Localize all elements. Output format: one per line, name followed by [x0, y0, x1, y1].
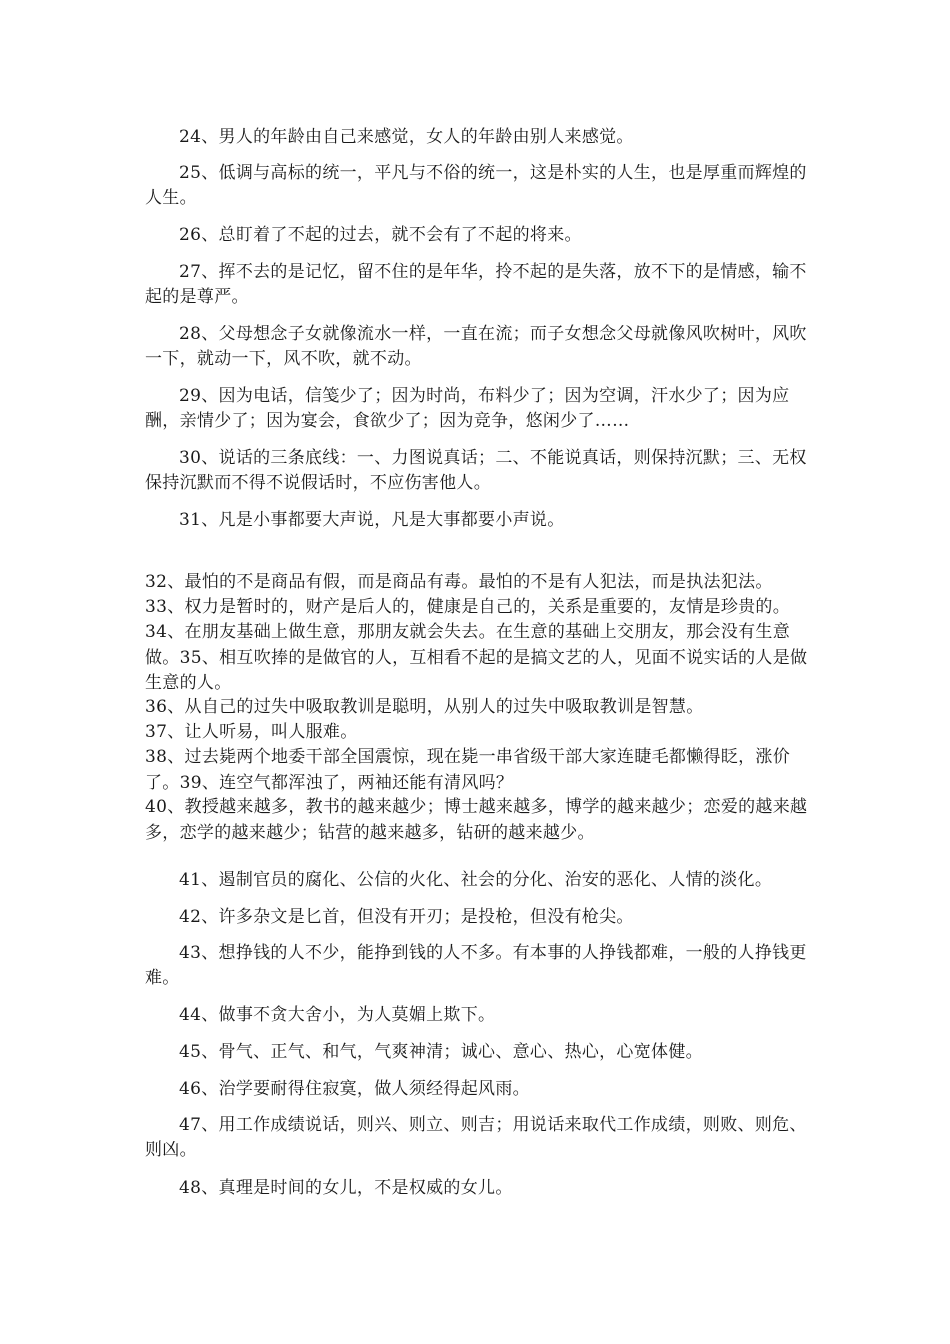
quote-47: 47、用工作成绩说话，则兴、则立、则吉；用说话来取代工作成绩，则败、则危、则凶。: [145, 1115, 807, 1160]
quote-25: 25、低调与高标的统一，平凡与不俗的统一，这是朴实的人生，也是厚重而辉煌的人生。: [145, 163, 807, 208]
quote-44: 44、做事不贪大舍小，为人莫媚上欺下。: [179, 1005, 496, 1025]
quote-32: 32、最怕的不是商品有假，而是商品有毒。最怕的不是有人犯法，而是执法犯法。: [145, 572, 773, 592]
quote-45: 45、骨气、正气、和气，气爽神清；诚心、意心、热心，心宽体健。: [179, 1042, 703, 1062]
quote-24: 24、男人的年龄由自己来感觉，女人的年龄由别人来感觉。: [179, 127, 634, 147]
quote-48: 48、真理是时间的女儿，不是权威的女儿。: [179, 1178, 513, 1198]
quote-34-35: 34、在朋友基础上做生意，那朋友就会失去。在生意的基础上交朋友，那会没有生意做。35、相互吹捧的是做官的人，互相看不起的是搞文艺的人，见面不说实话的人是做生意的人。: [145, 622, 808, 693]
quote-33: 33、权力是暂时的，财产是后人的，健康是自己的，关系是重要的，友情是珍贵的。: [145, 597, 791, 617]
quote-26: 26、总盯着了不起的过去，就不会有了不起的将来。: [179, 225, 582, 245]
quote-29: 29、因为电话，信笺少了；因为时尚，布料少了；因为空调，汗水少了；因为应酬，亲情少了；因为宴会，食欲少了；因为竞争，悠闲少了……: [145, 386, 790, 431]
quote-38-39: 38、过去毙两个地委干部全国震惊，现在毙一串省级干部大家连睫毛都懒得眨，涨价了。39、连空气都浑浊了，两袖还能有清风吗？: [145, 747, 791, 793]
quote-37: 37、让人听易，叫人服难。: [145, 722, 358, 742]
quote-31: 31、凡是小事都要大声说，凡是大事都要小声说。: [179, 510, 565, 530]
quote-27: 27、挥不去的是记忆，留不住的是年华，拎不起的是失落，放不下的是情感，输不起的是尊严。: [145, 262, 807, 307]
quote-30: 30、说话的三条底线：一、力图说真话；二、不能说真话，则保持沉默；三、无权保持沉默而不得不说假话时，不应伤害他人。: [145, 448, 807, 493]
quote-36: 36、从自己的过失中吸取教训是聪明，从别人的过失中吸取教训是智慧。: [145, 697, 704, 717]
quote-41: 41、遏制官员的腐化、公信的火化、社会的分化、治安的恶化、人情的淡化。: [179, 870, 773, 890]
quote-43: 43、想挣钱的人不少，能挣到钱的人不多。有本事的人挣钱都难，一般的人挣钱更难。: [145, 943, 807, 988]
quote-42: 42、许多杂文是匕首，但没有开刃；是投枪，但没有枪尖。: [179, 907, 634, 927]
quote-46: 46、治学要耐得住寂寞，做人须经得起风雨。: [179, 1079, 530, 1099]
quote-40: 40、教授越来越多，教书的越来越少；博士越来越多，博学的越来越少；恋爱的越来越多，恋学的越来越少；钻营的越来越多，钻研的越来越少。: [145, 797, 808, 843]
quote-28: 28、父母想念子女就像流水一样，一直在流；而子女想念父母就像风吹树叶，风吹一下，就动一下，风不吹，就不动。: [145, 324, 807, 369]
